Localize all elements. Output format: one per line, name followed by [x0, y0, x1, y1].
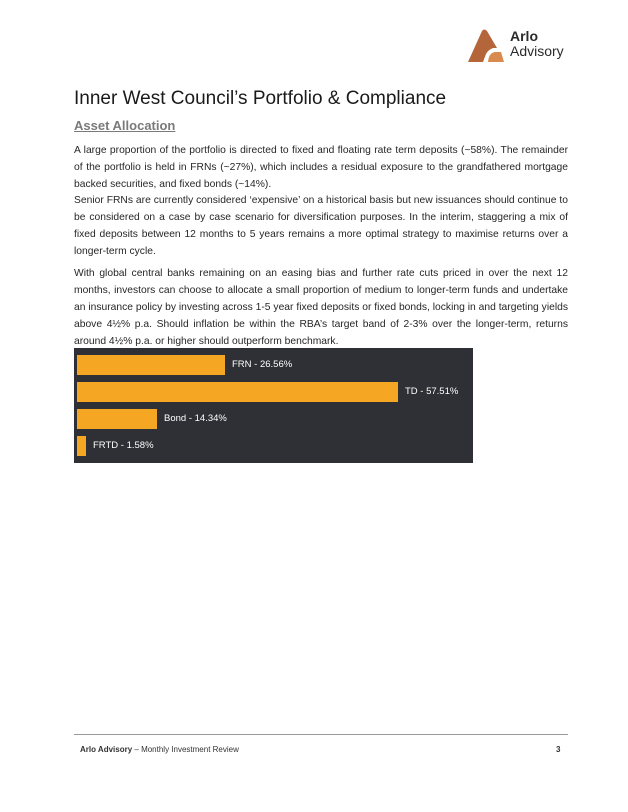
arlo-logo-icon — [466, 28, 506, 64]
logo-wordmark — [510, 29, 564, 59]
section-heading-asset-allocation: Asset Allocation — [74, 118, 176, 133]
footer-page-number: 3 — [556, 745, 561, 754]
footer-publication — [80, 745, 239, 754]
bar-bond — [77, 409, 157, 429]
paragraph-allocation-summary: A large proportion of the portfolio is directed to fixed and floating rate term deposits (~58%). The remainder of the portfolio is held in FRNs (~27%), which includes a residual exposure to the grandfathered mortgage backed securities, and fixed bonds (~14%). — [74, 145, 568, 190]
bar-frn — [77, 355, 225, 375]
bar-label-frtd: FRTD - 1.58% — [93, 440, 154, 451]
bar-label-td: TD - 57.51% — [405, 386, 459, 397]
asset-allocation-chart — [74, 348, 473, 463]
footer-publication-title: – Monthly Investment Review — [132, 745, 239, 754]
arlo-advisory-logo — [466, 28, 576, 64]
bar-td — [77, 382, 398, 402]
bar-label-frn: FRN - 26.56% — [232, 359, 293, 370]
paragraph-central-banks: With global central banks remaining on an easing bias and further rate cuts priced in over the next 12 months, investors can choose to allocate a small proportion of medium to longer-term funds and undertake an insurance policy by investing across 1-5 year fixed deposits or fixed bonds, locking in and targeting yields above 4½% p.a. Should inflation be within the RBA’s target band of 2-3% over the longer-term, returns around 4½% p.a. or higher should outperform benchmark. — [74, 268, 568, 347]
footer-divider — [74, 734, 568, 735]
bar-label-bond: Bond - 14.34% — [164, 413, 227, 424]
footer-brand: Arlo Advisory — [80, 745, 133, 754]
page-title: Inner West Council’s Portfolio & Compliance — [74, 88, 447, 109]
bar-frtd — [77, 436, 86, 456]
logo-text-arlo: Arlo — [510, 28, 538, 44]
paragraph-senior-frns: Senior FRNs are currently considered ‘expensive’ on a historical basis but new issuances should continue to be considered on a case by case scenario for diversification purposes. In the interim, staggering a mix of fixed deposits between 12 months to 5 years remains a more optimal strategy to maximise returns over a longer-term cycle. — [74, 195, 568, 257]
logo-text-advisory: Advisory — [510, 43, 564, 59]
